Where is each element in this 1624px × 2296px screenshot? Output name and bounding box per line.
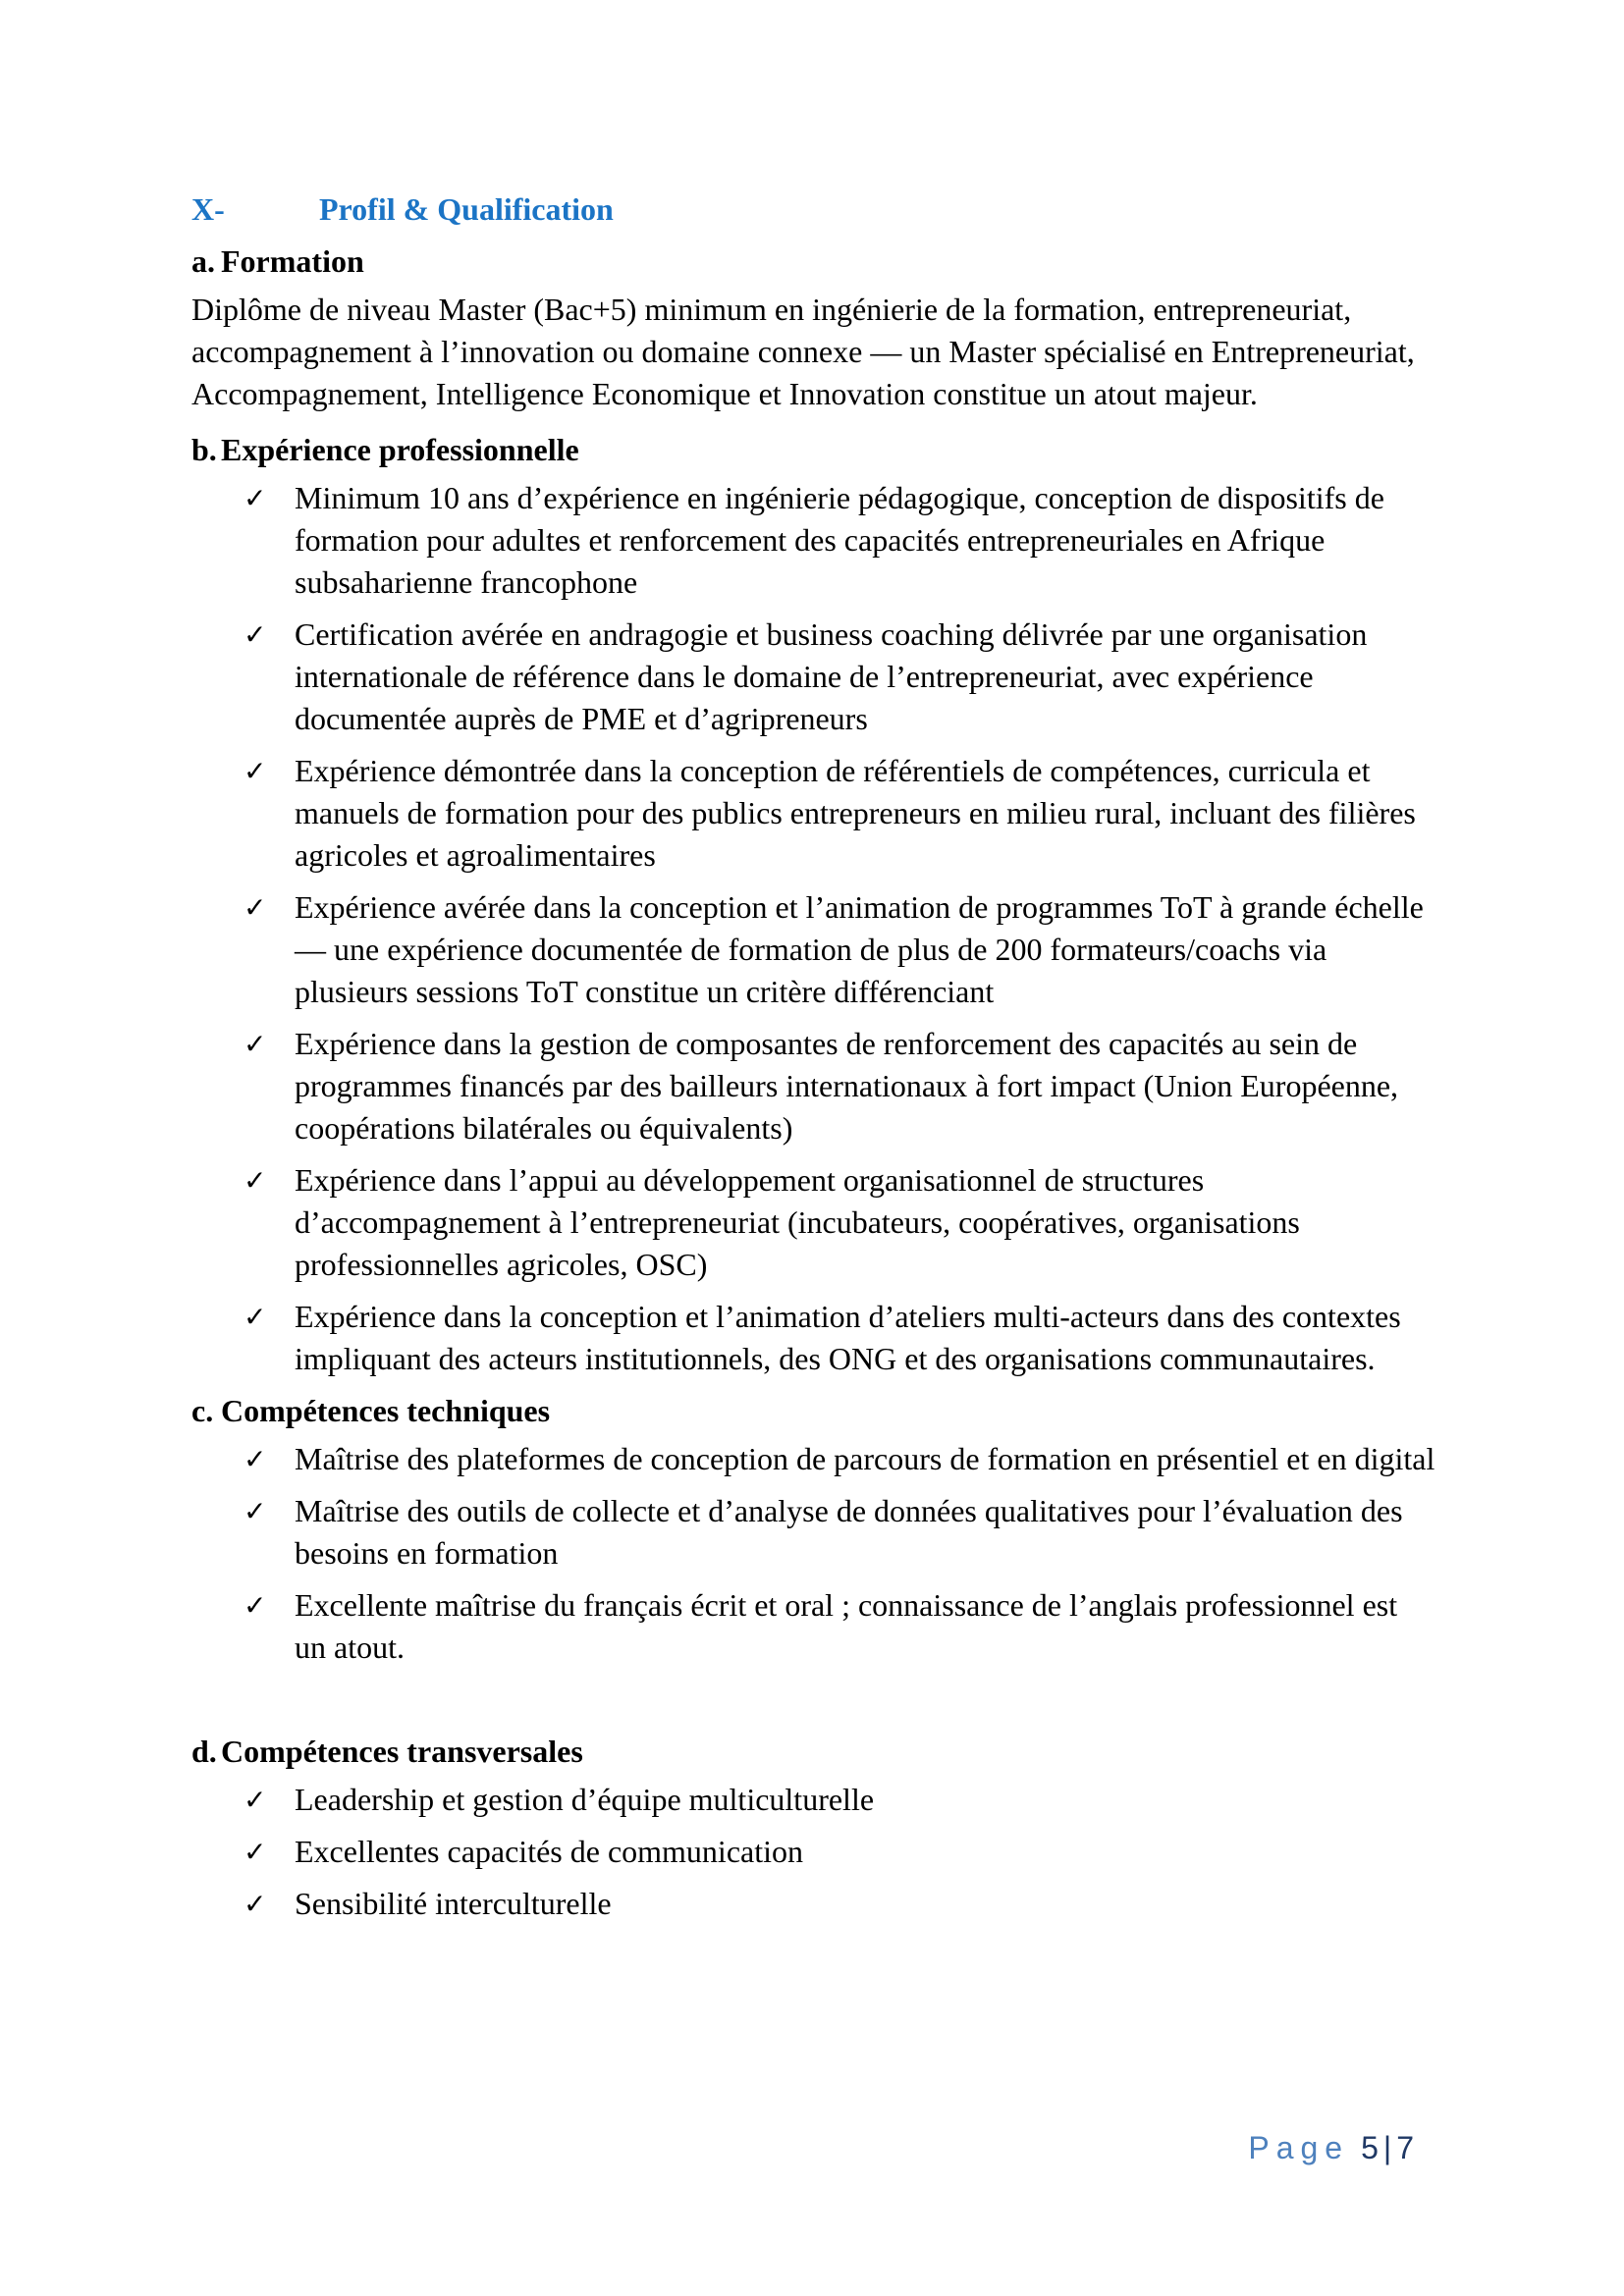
list-item	[191, 886, 1436, 1013]
list-item	[191, 1831, 1436, 1873]
list-item	[191, 614, 1436, 740]
list-item	[191, 1438, 1436, 1480]
subsection-label: b.	[191, 432, 217, 467]
list-item	[191, 1159, 1436, 1286]
blank-line	[191, 1679, 1436, 1721]
list-item-text: Maîtrise des plateformes de conception de parcours de formation en présentiel et en digital	[295, 1441, 1435, 1476]
list-item	[191, 750, 1436, 877]
list-item-text: Expérience dans la gestion de composantes de renforcement des capacités au sein de programmes financés par des bailleurs internationaux à fort impact (Union Européenne, coopérations bilatérales ou équivalents)	[295, 1026, 1399, 1146]
checkmark-icon: ✓	[244, 891, 267, 924]
list-item-text: Expérience démontrée dans la conception de référentiels de compétences, curricula et manuels de formation pour des publics entrepreneurs en milieu rural, incluant des filières agricoles et agroalimentaires	[295, 753, 1416, 873]
list-item	[191, 477, 1436, 604]
experience-checklist	[191, 477, 1436, 1380]
list-item-text: Excellente maîtrise du français écrit et oral ; connaissance de l’anglais professionnel est un atout.	[295, 1587, 1398, 1665]
checkmark-icon: ✓	[244, 618, 267, 651]
subsection-label: a.	[191, 243, 215, 279]
list-item-text: Sensibilité interculturelle	[295, 1886, 612, 1921]
subsection-title: Compétences techniques	[221, 1393, 551, 1428]
checkmark-icon: ✓	[244, 1836, 267, 1868]
subsection-header-formation	[191, 240, 1436, 283]
checkmark-icon: ✓	[244, 1443, 267, 1475]
checkmark-icon: ✓	[244, 755, 267, 787]
page-footer-label: Page	[1248, 2130, 1350, 2165]
formation-paragraph: Diplôme de niveau Master (Bac+5) minimum en ingénierie de la formation, entrepreneuriat, accompagnement à l’innovation ou domaine connexe — un Master spécialisé en Entrepreneuriat, Accompagnement, Intelligence Economique et Innovation constitue un atout majeur.	[191, 292, 1415, 411]
technical-skills-checklist	[191, 1438, 1436, 1669]
page-footer	[1248, 2130, 1419, 2165]
list-item-text: Leadership et gestion d’équipe multiculturelle	[295, 1782, 875, 1817]
list-item-text: Expérience dans l’appui au développement organisationnel de structures d’accompagnement à l’entrepreneuriat (incubateurs, coopératives, organisations professionnelles agricoles, OSC)	[295, 1162, 1300, 1282]
subsection-title: Formation	[221, 243, 364, 279]
list-item	[191, 1883, 1436, 1925]
checkmark-icon: ✓	[244, 1784, 267, 1816]
heading-title: Profil & Qualification	[319, 191, 614, 227]
list-item-text: Minimum 10 ans d’expérience en ingénierie pédagogique, conception de dispositifs de formation pour adultes et renforcement des capacités entrepreneuriales en Afrique subsaharienne francophone	[295, 480, 1384, 600]
checkmark-icon: ✓	[244, 1028, 267, 1060]
list-item	[191, 1023, 1436, 1149]
list-item-text: Expérience avérée dans la conception et l’animation de programmes ToT à grande échelle — une expérience documentée de formation de plus de 200 formateurs/coachs via plusieurs sessions ToT constitue un critère différenciant	[295, 889, 1424, 1009]
list-item-text: Expérience dans la conception et l’animation d’ateliers multi-acteurs dans des contextes impliquant des acteurs institutionnels, des ONG et des organisations communautaires.	[295, 1299, 1401, 1376]
checkmark-icon: ✓	[244, 1888, 267, 1920]
page-footer-number: 5|7	[1361, 2130, 1419, 2165]
checkmark-icon: ✓	[244, 1164, 267, 1197]
list-item	[191, 1584, 1436, 1669]
subsection-title: Compétences transversales	[221, 1734, 583, 1769]
heading-number: X-	[191, 191, 225, 227]
subsection-header-experience	[191, 429, 1436, 471]
subsection-title: Expérience professionnelle	[221, 432, 579, 467]
list-item	[191, 1490, 1436, 1575]
checkmark-icon: ✓	[244, 1301, 267, 1333]
checkmark-icon: ✓	[244, 1589, 267, 1622]
soft-skills-checklist	[191, 1779, 1436, 1925]
checkmark-icon: ✓	[244, 482, 267, 514]
list-item	[191, 1779, 1436, 1821]
list-item-text: Certification avérée en andragogie et business coaching délivrée par une organisation internationale de référence dans le domaine de l’entrepreneuriat, avec expérience documentée auprès de PME et d’agripreneurs	[295, 616, 1368, 736]
section-heading	[191, 188, 1436, 231]
subsection-header-competences-techniques	[191, 1390, 1436, 1432]
subsection-label: c.	[191, 1393, 214, 1428]
document-body	[191, 188, 1436, 1935]
list-item-text: Excellentes capacités de communication	[295, 1834, 803, 1869]
checkmark-icon: ✓	[244, 1495, 267, 1527]
list-item-text: Maîtrise des outils de collecte et d’analyse de données qualitatives pour l’évaluation des besoins en formation	[295, 1493, 1403, 1571]
subsection-header-competences-transversales	[191, 1731, 1436, 1773]
subsection-label: d.	[191, 1734, 217, 1769]
list-item	[191, 1296, 1436, 1380]
